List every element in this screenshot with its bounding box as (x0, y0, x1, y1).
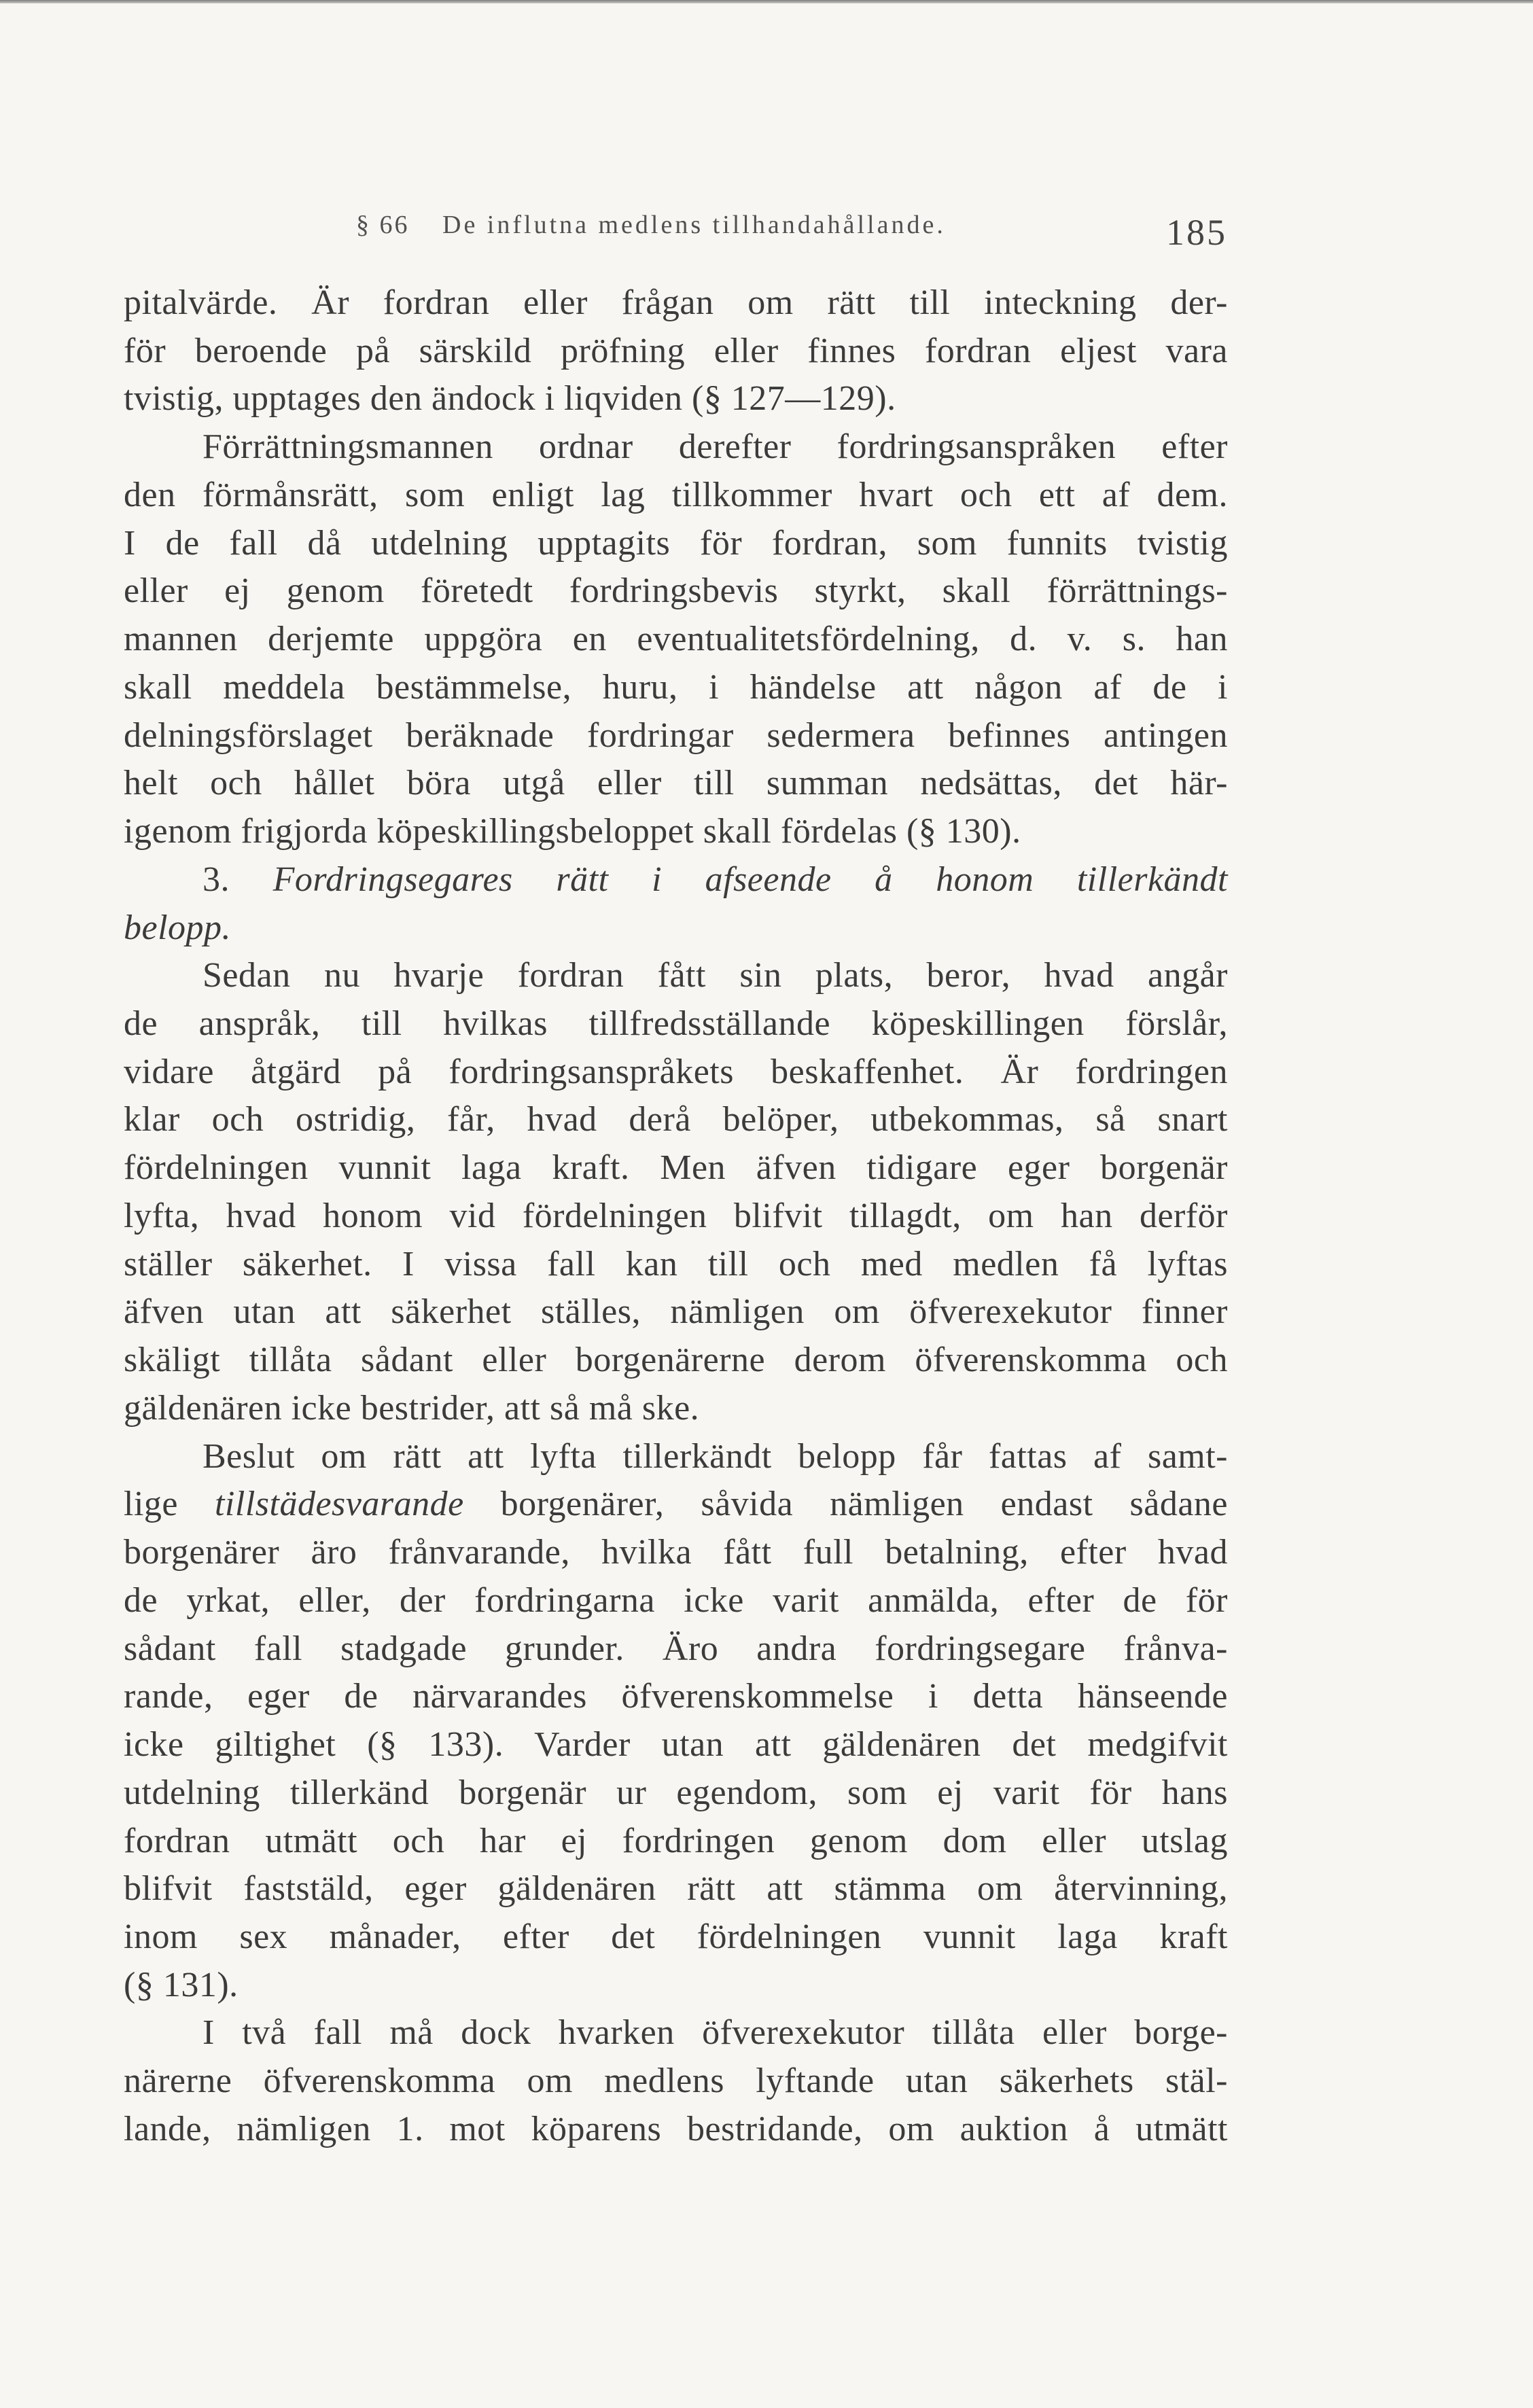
text-line: klar och ostridig, får, hvad derå belöper, utbekommas, så snart (124, 1100, 1228, 1139)
paragraph (124, 2009, 1228, 2153)
text-line: inom sex månader, efter det fördelningen vunnit laga kraft (124, 1917, 1228, 1956)
text-line: fordran utmätt och har ej fordringen genom dom eller utslag (124, 1821, 1228, 1860)
text-line: pitalvärde. Är fordran eller frågan om rätt till inteckning der- (124, 283, 1228, 322)
text-line: skäligt tillåta sådant eller borgenärerne derom öfverenskomma och (124, 1341, 1228, 1380)
text-line: lyfta, hvad honom vid fördelningen blifvit tillagdt, om han derför (124, 1196, 1228, 1235)
running-head (0, 0, 1533, 272)
text-line: helt och hållet böra utgå eller till summan nedsättas, det här- (124, 764, 1228, 803)
text-line: igenom frigjorda köpeskillingsbeloppet skall fördelas (§ 130). (124, 812, 1021, 851)
text-line: rande, eger de närvarandes öfverenskommelse i detta hänseende (124, 1677, 1228, 1716)
italic-text: tillstädesvarande (214, 1485, 464, 1524)
paragraph (124, 279, 1228, 423)
body-text (124, 279, 1228, 2154)
text-line: tvistig, upptages den ändock i liqviden (§ 127—129). (124, 379, 896, 419)
text-line: den förmånsrätt, som enligt lag tillkommer hvart och ett af dem. (124, 475, 1228, 514)
paragraph (124, 423, 1228, 856)
text-run: lige (124, 1485, 215, 1524)
text-line: närerne öfverenskomma om medlens lyftande utan säkerhets stäl- (124, 2061, 1228, 2101)
running-title: De influtna medlens tillhandahållande. (442, 211, 946, 239)
text-line: Beslut om rätt att lyfta tillerkändt belopp får fattas af samt- (202, 1436, 1228, 1476)
text-line: mannen derjemte uppgöra en eventualitetsfördelning, d. v. s. han (124, 620, 1228, 659)
text-line: lande, nämligen 1. mot köparens bestridande, om auktion å utmätt (124, 2109, 1228, 2148)
text-line: de yrkat, eller, der fordringarna icke varit anmälda, efter de för (124, 1580, 1228, 1620)
text-line: blifvit faststäld, eger gäldenären rätt att stämma om återvinning, (124, 1869, 1228, 1909)
text-line: I de fall då utdelning upptagits för fordran, som funnits tvistig (124, 523, 1228, 563)
text-run: borgenärer, såvida nämligen endast sådane (463, 1485, 1228, 1524)
text-line: I två fall må dock hvarken öfverexekutor tillåta eller borge- (202, 2013, 1228, 2053)
text-line: äfven utan att säkerhet ställes, nämligen om öfverexekutor finner (124, 1292, 1228, 1332)
text-line: skall meddela bestämmelse, huru, i händelse att någon af de i (124, 667, 1228, 707)
text-run: 3. (202, 860, 273, 899)
page-number: 185 (1166, 212, 1227, 253)
text-line: för beroende på särskild pröfning eller finnes fordran eljest vara (124, 331, 1228, 370)
section-number: § 66 (356, 211, 410, 239)
text-line (124, 904, 1228, 953)
text-line (124, 1481, 1228, 1529)
paragraph (124, 1433, 1228, 2010)
text-line: delningsförslaget beräknade fordringar sedermera befinnes antingen (124, 715, 1228, 755)
text-line: gäldenären icke bestrider, att så må ske. (124, 1388, 700, 1428)
text-line: sådant fall stadgade grunder. Äro andra fordringsegare frånva- (124, 1629, 1228, 1668)
text-line: icke giltighet (§ 133). Varder utan att gäldenären det medgifvit (124, 1725, 1228, 1765)
text-line: fördelningen vunnit laga kraft. Men äfven tidigare eger borgenär (124, 1148, 1228, 1188)
text-line (124, 856, 1228, 904)
text-line: Förrättningsmannen ordnar derefter fordringsanspråken efter (202, 427, 1228, 467)
italic-text: belopp. (124, 908, 232, 947)
text-line: (§ 131). (124, 1965, 239, 2004)
italic-text: Fordringsegares rätt i afseende å honom tillerkändt (272, 860, 1228, 899)
text-line: de anspråk, till hvilkas tillfredsställande köpeskillingen förslår, (124, 1004, 1228, 1044)
paragraph (124, 952, 1228, 1432)
paragraph (124, 856, 1228, 952)
text-line: Sedan nu hvarje fordran fått sin plats, beror, hvad angår (202, 956, 1228, 995)
text-line: borgenärer äro frånvarande, hvilka fått full betalning, efter hvad (124, 1533, 1228, 1572)
text-line: eller ej genom företedt fordringsbevis styrkt, skall förrättnings- (124, 571, 1228, 611)
text-line: ställer säkerhet. I vissa fall kan till och med medlen få lyftas (124, 1244, 1228, 1283)
text-line: utdelning tillerkänd borgenär ur egendom, som ej varit för hans (124, 1773, 1228, 1812)
text-line: vidare åtgärd på fordringsanspråkets beskaffenhet. Är fordringen (124, 1052, 1228, 1091)
